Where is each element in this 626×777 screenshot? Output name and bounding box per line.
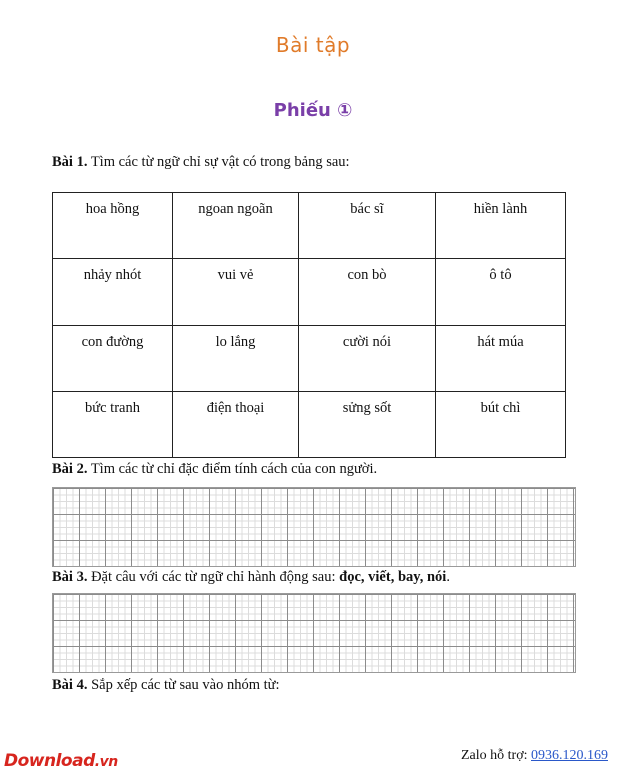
worksheet-subtitle: Phiếu ① xyxy=(273,100,353,121)
table-cell: ngoan ngoãn xyxy=(173,193,299,259)
exercise-2 xyxy=(52,461,377,478)
exercise-3 xyxy=(52,569,450,586)
table-cell: nhảy nhót xyxy=(53,259,173,325)
table-cell: bức tranh xyxy=(53,391,173,457)
table-cell: hoa hồng xyxy=(53,193,173,259)
table-cell: vui vẻ xyxy=(173,259,299,325)
exercise-1-label: Bài 1. xyxy=(52,154,88,170)
exercise-3-end: . xyxy=(446,569,450,585)
table-cell: con bò xyxy=(299,259,436,325)
answer-grid-2[interactable] xyxy=(52,487,576,567)
exercise-4-text: Sắp xếp các từ sau vào nhóm từ: xyxy=(91,677,280,693)
logo-text: Download xyxy=(4,751,95,771)
table-cell: điện thoại xyxy=(173,391,299,457)
table-cell: cười nói xyxy=(299,325,436,391)
exercise-4 xyxy=(52,677,280,694)
support-phone-link[interactable]: 0936.120.169 xyxy=(531,748,608,763)
zalo-support xyxy=(461,748,608,764)
table-cell: ô tô xyxy=(436,259,566,325)
support-label: Zalo hỗ trợ: xyxy=(461,748,528,763)
exercise-1 xyxy=(52,154,350,171)
table-row xyxy=(53,259,566,325)
download-vn-logo xyxy=(4,751,118,771)
exercise-4-label: Bài 4. xyxy=(52,677,88,693)
table-cell: lo lắng xyxy=(173,325,299,391)
table-cell: bút chì xyxy=(436,391,566,457)
word-table xyxy=(52,192,566,458)
exercise-3-text: Đặt câu với các từ ngữ chỉ hành động sau: xyxy=(91,569,336,585)
table-cell: sửng sốt xyxy=(299,391,436,457)
table-cell: hiền lành xyxy=(436,193,566,259)
answer-grid-3[interactable] xyxy=(52,593,576,673)
exercise-3-action-words: đọc, viết, bay, nói xyxy=(339,569,447,585)
table-cell: con đường xyxy=(53,325,173,391)
table-cell: bác sĩ xyxy=(299,193,436,259)
exercise-2-label: Bài 2. xyxy=(52,461,88,477)
exercise-2-text: Tìm các từ chỉ đặc điểm tính cách của con người. xyxy=(90,461,378,477)
logo-suffix: .vn xyxy=(94,754,118,770)
exercise-3-label: Bài 3. xyxy=(52,569,88,585)
page-title: Bài tập xyxy=(275,33,351,57)
table-cell: hát múa xyxy=(436,325,566,391)
table-row xyxy=(53,391,566,457)
table-row xyxy=(53,325,566,391)
exercise-1-text: Tìm các từ ngữ chỉ sự vật có trong bảng sau: xyxy=(90,154,350,170)
table-row xyxy=(53,193,566,259)
